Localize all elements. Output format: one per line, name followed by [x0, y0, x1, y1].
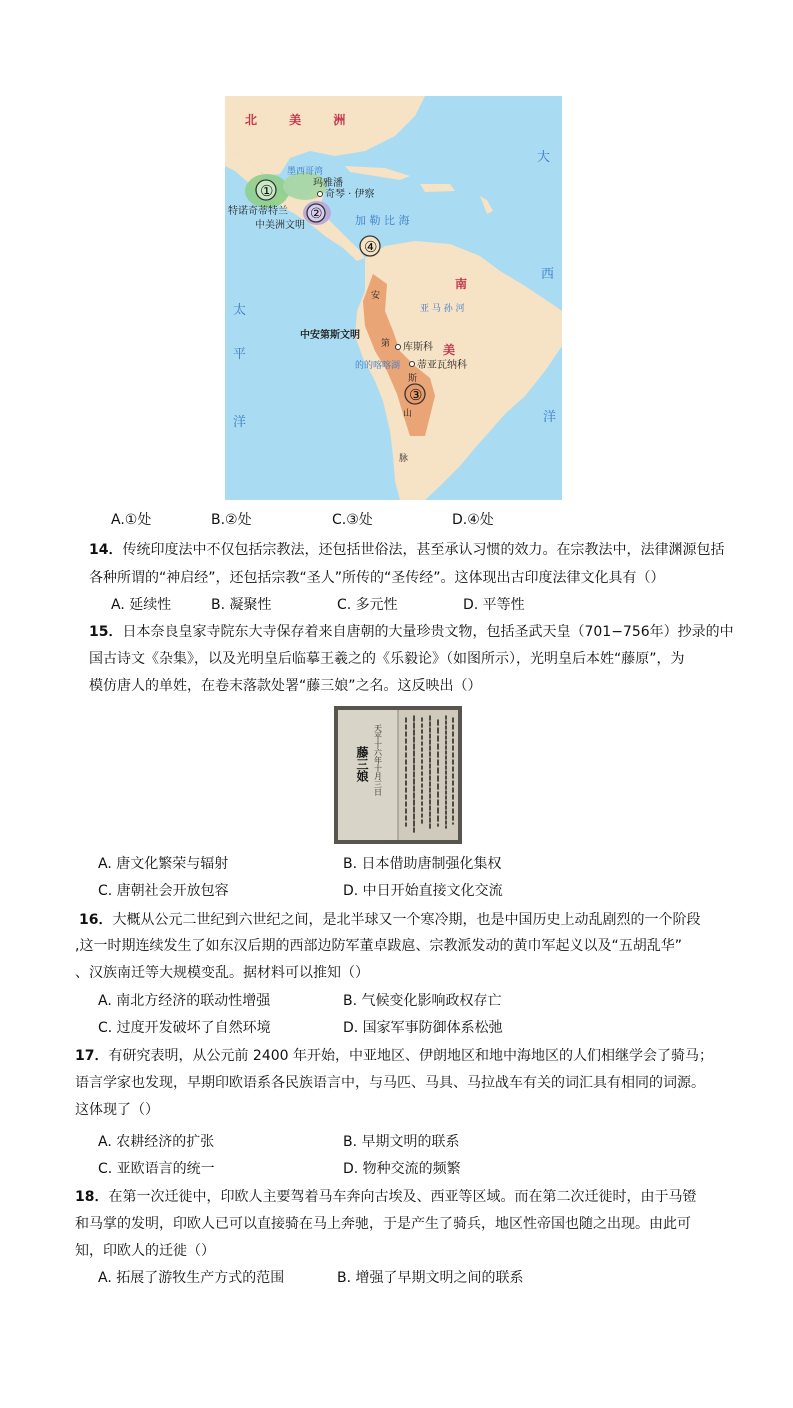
- q15-text-1: 日本奈良皇家寺院东大寺保存着来自唐朝的大量珍贵文物，包括圣武天皇（701−756年）抄录的中: [122, 624, 734, 640]
- marker-1: [256, 180, 276, 200]
- map-label-andes-si: 斯: [408, 374, 418, 384]
- q17-line-1: [75, 1047, 713, 1065]
- map-dot-tiwanaku: [410, 362, 415, 367]
- q14-option-a: A. 延续性: [111, 597, 172, 613]
- q18-number: 18．: [75, 1189, 109, 1205]
- q15-option-b: B. 日本借助唐制强化集权: [343, 856, 502, 872]
- q16-option-a: A. 南北方经济的联动性增强: [98, 993, 271, 1009]
- map-dot-maya: [318, 192, 323, 197]
- svg-text:②: ②: [310, 206, 323, 222]
- svg-text:①: ①: [260, 182, 274, 200]
- q17-line-2: 语言学家也发现，早期印欧语系各民族语言中，与马匹、马具、马拉战车有关的词汇具有相同的词源。: [75, 1075, 705, 1091]
- map-label-pacific-2: 平: [233, 347, 247, 362]
- map-label-south-1: 南: [455, 277, 468, 291]
- q17-option-c: C. 亚欧语言的统一: [98, 1161, 215, 1177]
- q15-line-3: 模仿唐人的单姓，在卷末落款处署“藤三娘”之名。这反映出（）: [89, 678, 482, 694]
- marker-2: [307, 204, 325, 222]
- q15-line-2: 国古诗文《杂集》，以及光明皇后临摹王羲之的《乐毅论》（如图所示），光明皇后本姓“藤原”，为: [89, 651, 685, 667]
- map-label-pacific-1: 太: [233, 303, 247, 318]
- map-label-mesoamerica: 中美洲文明: [255, 220, 305, 231]
- map-label-tiwanaku: 蒂亚瓦纳科: [417, 360, 467, 371]
- q15-option-a: A. 唐文化繁荣与辐射: [98, 856, 229, 872]
- q14-option-d: D. 平等性: [463, 597, 525, 613]
- q18-option-a: A. 拓展了游牧生产方式的范围: [98, 1270, 285, 1286]
- q13-option-a: A.①处: [111, 512, 152, 528]
- q13-option-d: D.④处: [452, 512, 494, 528]
- americas-civilizations-map: [225, 96, 562, 500]
- q15-option-d: D. 中日开始直接文化交流: [343, 883, 503, 899]
- map-land-hispaniola: [420, 184, 455, 192]
- q16-text-1: 大概从公元二世纪到六世纪之间，是北半球又一个寒冷期，也是中国历史上动乱剧烈的一个阶段: [112, 912, 701, 928]
- marker-4: [360, 236, 380, 256]
- q18-text-1: 在第一次迁徙中，印欧人主要驾着马车奔向古埃及、西亚等区域。而在第二次迁徙时，由于马镫: [108, 1189, 697, 1205]
- q16-number: 16．: [79, 912, 113, 928]
- q15-number: 15．: [89, 624, 123, 640]
- map-label-atlantic-1: 大: [537, 150, 551, 165]
- q16-line-3: 、汉族南迁等大规模变乱。据材料可以推知（）: [75, 965, 369, 981]
- q14-line-2: 各种所谓的“神启经”，还包括宗教“圣人”所传的“圣传经”。这体现出古印度法律文化具有（）: [89, 570, 665, 586]
- map-label-pacific-3: 洋: [233, 415, 247, 430]
- map-label-maya: 玛雅潘: [313, 178, 343, 189]
- q16-line-1: [79, 911, 700, 929]
- q16-option-b: B. 气候变化影响政权存亡: [343, 993, 502, 1009]
- scroll-signature: 藤三娘: [355, 746, 369, 782]
- map-label-cuzco: 库斯科: [403, 342, 433, 353]
- map-dot-cuzco: [396, 345, 401, 350]
- map-label-teotihuacan: 特诺奇蒂特兰: [228, 206, 288, 217]
- map-label-south-2: 美: [443, 343, 456, 357]
- map-label-andes-civ: 中安第斯文明: [300, 330, 360, 341]
- map-label-atlantic-2: 西: [541, 267, 555, 282]
- q17-text-1: 有研究表明，从公元前 2400 年开始，中亚地区、伊朗地区和地中海地区的人们相继学会了骑马；: [108, 1048, 714, 1064]
- map-label-andes-an: 安: [371, 291, 381, 301]
- q15-line-1: [89, 623, 734, 641]
- map-label-chichen: 奇琴 · 伊察: [325, 189, 375, 200]
- q14-number: 14．: [89, 542, 123, 558]
- q18-option-b: B. 增强了早期文明之间的联系: [337, 1270, 524, 1286]
- q16-line-2: ,这一时期连续发生了如东汉后期的西部边防军董卓跋扈、宗教派发动的黄巾军起义以及“五胡乱华”: [75, 938, 682, 954]
- q16-option-d: D. 国家军事防御体系松弛: [343, 1020, 503, 1036]
- calligraphy-scroll-image: [334, 706, 462, 844]
- map-label-andes-mai: 脉: [399, 454, 409, 464]
- q18-line-1: [75, 1188, 696, 1206]
- map-label-andes-di: 第: [381, 339, 391, 349]
- map-label-amazon: 亚 马 孙 河: [420, 304, 465, 314]
- q17-option-a: A. 农耕经济的扩张: [98, 1134, 215, 1150]
- q17-line-3: 这体现了（）: [75, 1102, 159, 1118]
- q17-option-d: D. 物种交流的频繁: [343, 1161, 461, 1177]
- map-label-gulf: 墨西哥湾: [287, 167, 324, 177]
- map-label-north-america: 北 美 洲: [245, 113, 360, 127]
- q14-option-c: C. 多元性: [337, 597, 398, 613]
- q14-text-1: 传统印度法中不仅包括宗教法，还包括世俗法，甚至承认习惯的效力。在宗教法中，法律渊源包括: [122, 542, 725, 558]
- svg-text:③: ③: [409, 386, 423, 404]
- q17-option-b: B. 早期文明的联系: [343, 1134, 460, 1150]
- q14-line-1: [89, 541, 724, 559]
- map-label-atlantic-3: 洋: [543, 410, 557, 425]
- map-label-caribbean: 加 勒 比 海: [355, 214, 410, 227]
- scroll-date: 天平十六年十月三日: [373, 724, 383, 796]
- map-label-titicaca: 的的喀喀湖: [355, 361, 401, 371]
- q18-line-3: 知，印欧人的迁徙（）: [75, 1243, 215, 1259]
- q14-option-b: B. 凝聚性: [211, 597, 272, 613]
- svg-text:④: ④: [364, 238, 378, 256]
- marker-3: [405, 384, 425, 404]
- q17-number: 17．: [75, 1048, 109, 1064]
- q13-option-c: C.③处: [332, 512, 373, 528]
- map-label-andes-shan: 山: [403, 409, 413, 419]
- q15-option-c: C. 唐朝社会开放包容: [98, 883, 229, 899]
- q13-option-b: B.②处: [211, 512, 252, 528]
- q18-line-2: 和马掌的发明，印欧人已可以直接骑在马上奔驰，于是产生了骑兵，地区性帝国也随之出现。由此可: [75, 1216, 691, 1232]
- q16-option-c: C. 过度开发破坏了自然环境: [98, 1020, 271, 1036]
